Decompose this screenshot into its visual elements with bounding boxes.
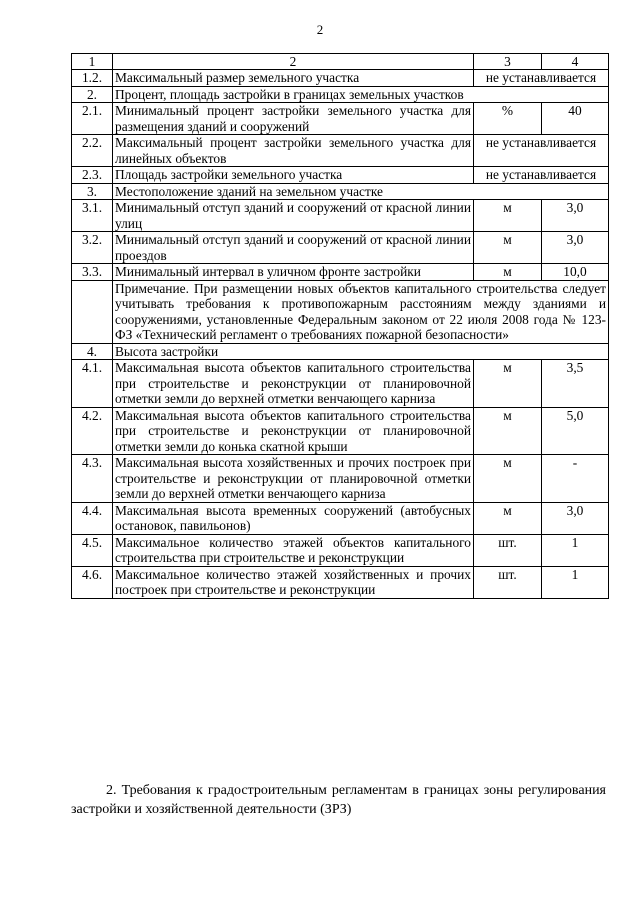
unit-cell: м — [474, 407, 542, 455]
table-header-row — [72, 54, 609, 70]
note-row — [72, 280, 609, 343]
note-text: Примечание. При размещении новых объектов капитального строительства следует учитывать требования к противопожарным расстояниям между зданиями и сооружениями, установленные Федеральным законом от 22 июля 2008 года № 123-ФЗ «Технический регламент о требованиях пожарной безопасности» — [113, 280, 609, 343]
table-row — [72, 566, 609, 598]
row-number: 2. — [72, 86, 113, 103]
value-cell: 5,0 — [542, 407, 609, 455]
section-title: Местоположение зданий на земельном участке — [113, 183, 609, 200]
table-row — [72, 534, 609, 566]
row-number: 4.5. — [72, 534, 113, 566]
table-row — [72, 200, 609, 232]
table-row — [72, 167, 609, 184]
value-cell: 10,0 — [542, 264, 609, 281]
unit-cell: шт. — [474, 534, 542, 566]
row-number: 3. — [72, 183, 113, 200]
table-row — [72, 502, 609, 534]
value-cell: - — [542, 455, 609, 503]
value-cell: 3,0 — [542, 200, 609, 232]
section-row — [72, 183, 609, 200]
table-row — [72, 135, 609, 167]
value-cell: 1 — [542, 566, 609, 598]
section-row — [72, 86, 609, 103]
merged-value: не устанавливается — [474, 167, 609, 184]
parameter-name: Максимальная высота объектов капитального строительства при строительстве и реконструкции от планировочной отметки земли до конька скатной крыши — [113, 407, 474, 455]
value-cell: 3,0 — [542, 502, 609, 534]
column-header-2: 2 — [113, 54, 474, 70]
parameter-name: Максимальный процент застройки земельного участка для линейных объектов — [113, 135, 474, 167]
merged-value: не устанавливается — [474, 135, 609, 167]
value-cell: 1 — [542, 534, 609, 566]
table-row — [72, 70, 609, 87]
row-number: 2.2. — [72, 135, 113, 167]
unit-cell: м — [474, 232, 542, 264]
parameter-name: Максимальный размер земельного участка — [113, 70, 474, 87]
unit-cell: м — [474, 264, 542, 281]
parameter-name: Максимальная высота временных сооружений (автобусных остановок, павильонов) — [113, 502, 474, 534]
row-number: 4.1. — [72, 360, 113, 408]
unit-cell: шт. — [474, 566, 542, 598]
parameter-name: Минимальный отступ зданий и сооружений от красной линии проездов — [113, 232, 474, 264]
column-header-3: 3 — [474, 54, 542, 70]
value-cell: 3,0 — [542, 232, 609, 264]
row-number: 3.2. — [72, 232, 113, 264]
parameter-name: Максимальное количество этажей объектов капитального строительства при строительстве и реконструкции — [113, 534, 474, 566]
parameter-name: Площадь застройки земельного участка — [113, 167, 474, 184]
table-row — [72, 232, 609, 264]
value-cell: 40 — [542, 103, 609, 135]
parameter-name: Минимальный процент застройки земельного участка для размещения зданий и сооружений — [113, 103, 474, 135]
column-header-4: 4 — [542, 54, 609, 70]
section-row — [72, 343, 609, 360]
table-row — [72, 103, 609, 135]
unit-cell: м — [474, 200, 542, 232]
unit-cell: м — [474, 455, 542, 503]
row-number: 4.3. — [72, 455, 113, 503]
table-row — [72, 264, 609, 281]
row-number: 4.6. — [72, 566, 113, 598]
section-title: Высота застройки — [113, 343, 609, 360]
parameter-name: Максимальная высота объектов капитального строительства при строительстве и реконструкции от планировочной отметки земли до верхней отметки венчающего карниза — [113, 360, 474, 408]
row-number: 2.1. — [72, 103, 113, 135]
row-number: 3.1. — [72, 200, 113, 232]
unit-cell: м — [474, 502, 542, 534]
table-row — [72, 360, 609, 408]
column-header-1: 1 — [72, 54, 113, 70]
page-number: 2 — [316, 22, 324, 37]
regulations-table — [71, 53, 609, 599]
row-number: 4. — [72, 343, 113, 360]
table-row — [72, 455, 609, 503]
parameter-name: Максимальная высота хозяйственных и прочих построек при строительстве и реконструкции от планировочной отметки земли до верхней отметки венчающего карниза — [113, 455, 474, 503]
requirements-paragraph: 2. Требования к градостроительным регламентам в границах зоны регулирования застройки и хозяйственной деятельности (ЗРЗ) — [71, 783, 606, 817]
row-number: 4.4. — [72, 502, 113, 534]
row-number: 1.2. — [72, 70, 113, 87]
unit-cell: м — [474, 360, 542, 408]
parameter-name: Максимальное количество этажей хозяйственных и прочих построек при строительстве и реконструкции — [113, 566, 474, 598]
value-cell: 3,5 — [542, 360, 609, 408]
row-number: 4.2. — [72, 407, 113, 455]
row-number: 3.3. — [72, 264, 113, 281]
regulations-table-body — [72, 54, 609, 599]
row-number — [72, 280, 113, 343]
merged-value: не устанавливается — [474, 70, 609, 87]
parameter-name: Минимальный интервал в уличном фронте застройки — [113, 264, 474, 281]
row-number: 2.3. — [72, 167, 113, 184]
unit-cell: % — [474, 103, 542, 135]
table-row — [72, 407, 609, 455]
parameter-name: Минимальный отступ зданий и сооружений от красной линии улиц — [113, 200, 474, 232]
section-title: Процент, площадь застройки в границах земельных участков — [113, 86, 609, 103]
